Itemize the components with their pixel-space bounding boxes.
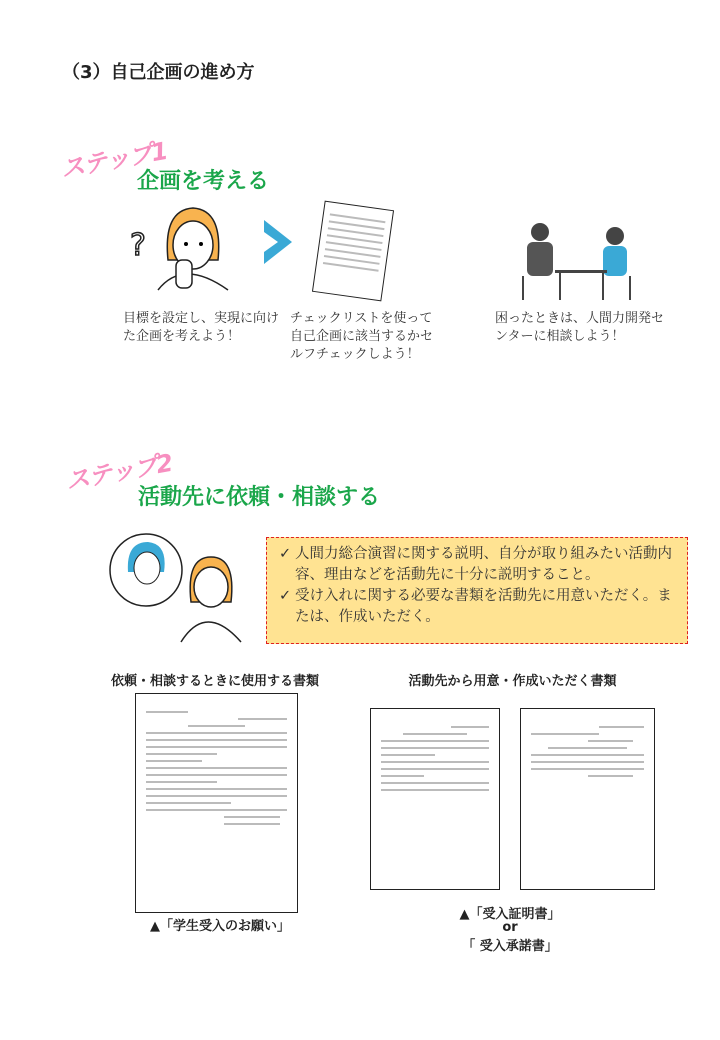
left-document-caption: ▲「学生受入のお願い」 [150,919,290,934]
note-bullet: ✓ 受け入れに関する必要な書類を活動先に用意いただく。または、作成いただく。 [279,586,677,628]
step1-heading: 企画を考える [137,169,270,194]
svg-text:?: ? [130,228,146,263]
thinking-person-icon [128,200,238,292]
step1-caption-consult: 困ったときは、人間力開発センターに相談しよう！ [495,311,665,344]
phone-call-illustration [106,532,246,644]
step2-notes-box [266,537,688,644]
consultation-illustration [515,218,637,302]
right-document-caption-1: ▲「受入証明書」 [459,907,561,922]
left-documents-label: 依頼・相談するときに使用する書類 [110,674,319,689]
note-bullet: ✓ 人間力総合演習に関する説明、自分が取り組みたい活動内容、理由などを活動先に十分に説明すること。 [279,544,677,586]
step1-badge: ステップ1 [58,136,170,184]
step1-caption-goal: 目標を設定し、実現に向けた企画を考えよう！ [123,311,280,344]
request-letter-image [135,693,298,913]
step2-heading: 活動先に依頼・相談する [138,485,381,510]
section-title: （3）自己企画の進め方 [62,62,255,83]
chevron-right-icon [262,218,296,266]
acceptance-consent-image [520,708,655,890]
right-documents-label: 活動先から用意・作成いただく書類 [408,674,617,689]
right-document-caption-2: 「 受入承諾書」 [462,939,558,954]
step2-badge: ステップ2 [63,448,175,496]
acceptance-certificate-image [370,708,500,890]
right-document-or: or [502,920,518,935]
checklist-document-image [312,201,394,302]
step1-caption-checklist: チェックリストを使って自己企画に該当するかセルフチェックしよう！ [290,311,434,362]
